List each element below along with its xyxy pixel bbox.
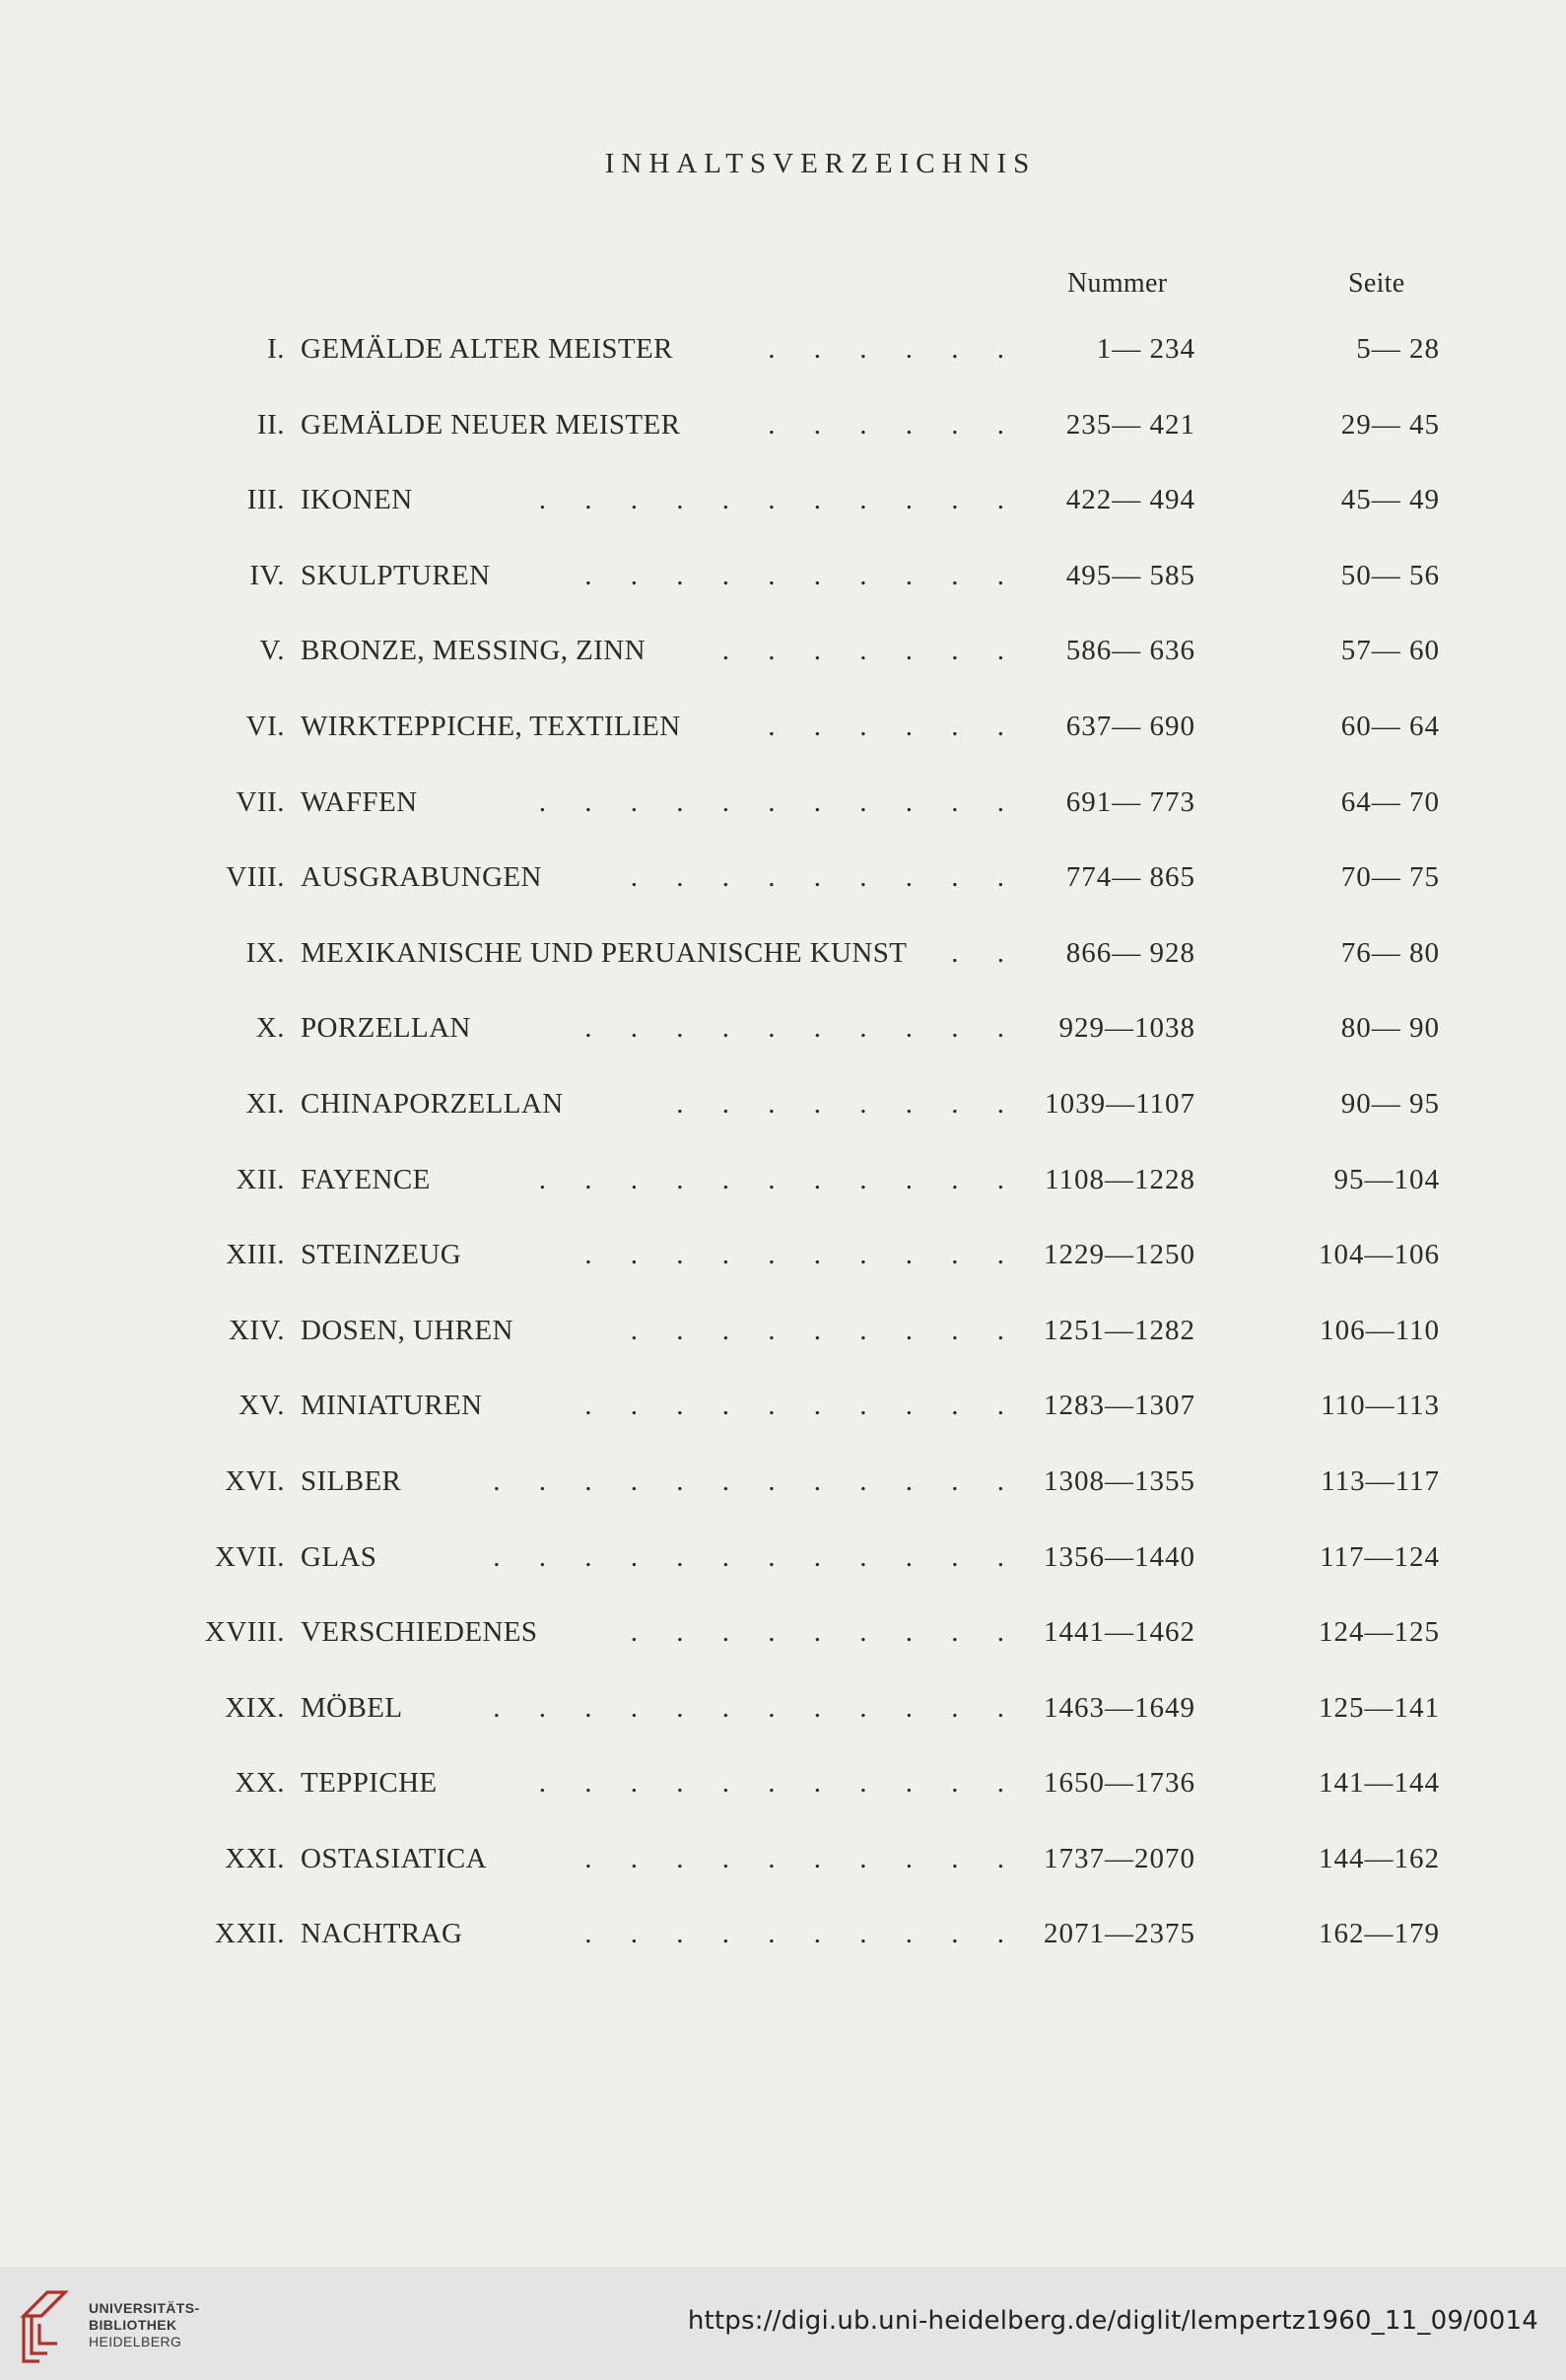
toc-entry-label: STEINZEUG xyxy=(301,1239,462,1271)
footer-bar xyxy=(0,2267,1566,2380)
toc-entry-roman: III. xyxy=(246,484,285,516)
toc-entry-page-range: 141—144 xyxy=(1319,1767,1440,1800)
toc-entry xyxy=(0,711,1566,786)
toc-entry-label: NACHTRAG xyxy=(301,1918,463,1950)
toc-entry xyxy=(0,937,1566,1013)
toc-entry-number-range: 235— 421 xyxy=(1065,408,1195,441)
toc-entry-leader-dots: . . . . . . . . . . . . xyxy=(493,1464,1020,1497)
toc-entry-label: MÖBEL xyxy=(301,1691,403,1724)
toc-entry-page-range: 106—110 xyxy=(1320,1314,1440,1346)
toc-entry-label: GLAS xyxy=(301,1540,377,1573)
toc-entry-roman: X. xyxy=(255,1012,285,1045)
toc-entry-label: TEPPICHE xyxy=(301,1767,438,1800)
toc-entry-label: MINIATUREN xyxy=(301,1390,483,1422)
toc-entry-leader-dots: . . . . . . . . . . xyxy=(584,1012,1020,1045)
toc-entry-number-range: 1039—1107 xyxy=(1045,1087,1195,1120)
toc-entry-number-range: 1737—2070 xyxy=(1044,1842,1195,1874)
toc-entry-roman: XVI. xyxy=(225,1464,285,1497)
library-logo-icon xyxy=(18,2282,73,2365)
toc-entry-roman: IX. xyxy=(245,936,285,969)
toc-entry-leader-dots: . . . . . . . . . . xyxy=(584,1390,1020,1422)
toc-entry-number-range: 1308—1355 xyxy=(1044,1464,1195,1497)
toc-entry-leader-dots: . . . . . . xyxy=(768,333,1020,365)
toc-entry-page-range: 104—106 xyxy=(1319,1239,1440,1271)
toc-entry-number-range: 1356—1440 xyxy=(1044,1540,1195,1573)
toc-entry xyxy=(0,786,1566,862)
toc-entry-page-range: 5— 28 xyxy=(1356,333,1440,365)
toc-entry-leader-dots: . . . . . . xyxy=(768,710,1020,742)
toc-entry-number-range: 1441—1462 xyxy=(1044,1616,1195,1649)
toc-entry-label: VERSCHIEDENES xyxy=(301,1616,538,1649)
toc-entry-page-range: 162—179 xyxy=(1319,1918,1440,1950)
toc-entry xyxy=(0,560,1566,636)
toc-entry-label: SKULPTUREN xyxy=(301,559,491,591)
toc-entry-label: WIRKTEPPICHE, TEXTILIEN xyxy=(301,710,681,742)
source-url-link[interactable]: https://digi.ub.uni-heidelberg.de/diglit/lempertz1960_11_09/0014 xyxy=(687,2306,1538,2336)
toc-entry-leader-dots: . . xyxy=(951,936,1020,969)
toc-entry xyxy=(0,409,1566,485)
toc-entry xyxy=(0,1767,1566,1843)
toc-entry xyxy=(0,1616,1566,1692)
toc-entry-roman: XX. xyxy=(235,1767,285,1800)
toc-entry-page-range: 76— 80 xyxy=(1340,936,1440,969)
library-name-line-2: BIBLIOTHEK xyxy=(89,2317,177,2333)
toc-entry-label: CHINAPORZELLAN xyxy=(301,1087,564,1120)
toc-entry-page-range: 95—104 xyxy=(1333,1163,1440,1195)
toc-entry xyxy=(0,1465,1566,1541)
toc-entry-roman: XII. xyxy=(236,1163,285,1195)
toc-entry-roman: XV. xyxy=(238,1390,285,1422)
column-header-page: Seite xyxy=(1348,268,1405,299)
toc-entry-roman: XIV. xyxy=(228,1314,285,1346)
toc-entry-number-range: 422— 494 xyxy=(1065,484,1195,516)
toc-entry-label: IKONEN xyxy=(301,484,413,516)
toc-entry-roman: IV. xyxy=(249,559,285,591)
toc-entry-roman: VII. xyxy=(236,785,285,818)
toc-entry xyxy=(0,484,1566,560)
toc-entry xyxy=(0,1315,1566,1391)
toc-entry xyxy=(0,1239,1566,1315)
toc-list xyxy=(0,333,1566,1994)
toc-entry-roman: XIX. xyxy=(225,1691,285,1724)
toc-entry-roman: XXII. xyxy=(215,1918,285,1950)
toc-entry-number-range: 1108—1228 xyxy=(1045,1163,1195,1195)
toc-entry-leader-dots: . . . . . . . . xyxy=(676,1087,1020,1120)
toc-entry-number-range: 495— 585 xyxy=(1065,559,1195,591)
toc-entry-roman: I. xyxy=(267,333,285,365)
toc-entry-number-range: 1229—1250 xyxy=(1044,1239,1195,1271)
toc-entry-roman: XIII. xyxy=(226,1239,285,1271)
toc-entry-page-range: 45— 49 xyxy=(1340,484,1440,516)
toc-entry xyxy=(0,861,1566,937)
toc-entry-label: MEXIKANISCHE UND PERUANISCHE KUNST xyxy=(301,936,908,969)
toc-entry-leader-dots: . . . . . . . . . . xyxy=(584,1239,1020,1271)
library-name-line-1: UNIVERSITÄTS- xyxy=(89,2300,200,2316)
toc-entry-label: WAFFEN xyxy=(301,785,418,818)
toc-entry-leader-dots: . . . . . . . . . . . . xyxy=(493,1540,1020,1573)
toc-entry xyxy=(0,1918,1566,1994)
toc-entry-number-range: 2071—2375 xyxy=(1044,1918,1195,1950)
toc-entry-leader-dots: . . . . . . . . . . . xyxy=(538,1163,1020,1195)
toc-entry xyxy=(0,1012,1566,1088)
toc-entry xyxy=(0,1390,1566,1465)
toc-entry-page-range: 64— 70 xyxy=(1340,785,1440,818)
toc-entry-number-range: 774— 865 xyxy=(1065,861,1195,894)
toc-entry-label: DOSEN, UHREN xyxy=(301,1314,513,1346)
toc-entry-number-range: 586— 636 xyxy=(1065,635,1195,667)
toc-entry xyxy=(0,1164,1566,1240)
toc-entry-number-range: 929—1038 xyxy=(1058,1012,1195,1045)
page-title: INHALTSVERZEICHNIS xyxy=(604,148,1037,179)
toc-entry xyxy=(0,635,1566,711)
toc-entry-page-range: 57— 60 xyxy=(1340,635,1440,667)
toc-entry-leader-dots: . . . . . . . . . . . xyxy=(538,785,1020,818)
toc-entry xyxy=(0,1843,1566,1919)
toc-entry-label: OSTASIATICA xyxy=(301,1842,487,1874)
toc-entry-page-range: 124—125 xyxy=(1319,1616,1440,1649)
toc-entry-page-range: 70— 75 xyxy=(1340,861,1440,894)
toc-entry xyxy=(0,1541,1566,1617)
toc-entry-page-range: 117—124 xyxy=(1320,1540,1440,1573)
toc-entry xyxy=(0,1692,1566,1768)
toc-entry-label: GEMÄLDE NEUER MEISTER xyxy=(301,408,681,441)
toc-entry-label: AUSGRABUNGEN xyxy=(301,861,542,894)
toc-entry-leader-dots: . . . . . . . . . . . xyxy=(538,484,1020,516)
toc-entry-leader-dots: . . . . . . . . . xyxy=(630,1314,1020,1346)
toc-entry-leader-dots: . . . . . . . . . . . . xyxy=(493,1691,1020,1724)
toc-entry-leader-dots: . . . . . . . xyxy=(721,635,1020,667)
toc-entry-leader-dots: . . . . . . xyxy=(768,408,1020,441)
toc-entry-label: SILBER xyxy=(301,1464,402,1497)
library-name-line-3: HEIDELBERG xyxy=(89,2334,182,2349)
toc-entry-label: BRONZE, MESSING, ZINN xyxy=(301,635,646,667)
toc-entry-page-range: 60— 64 xyxy=(1340,710,1440,742)
toc-entry-roman: VIII. xyxy=(226,861,285,894)
toc-entry-roman: XXI. xyxy=(225,1842,285,1874)
toc-entry-roman: V. xyxy=(259,635,285,667)
toc-entry-page-range: 50— 56 xyxy=(1340,559,1440,591)
library-name xyxy=(89,2300,200,2350)
toc-entry-leader-dots: . . . . . . . . . . . xyxy=(538,1767,1020,1800)
toc-entry-leader-dots: . . . . . . . . . . xyxy=(584,559,1020,591)
toc-entry-leader-dots: . . . . . . . . . . xyxy=(584,1918,1020,1950)
toc-entry-roman: VI. xyxy=(245,710,285,742)
toc-entry-roman: XVII. xyxy=(215,1540,285,1573)
toc-entry-page-range: 110—113 xyxy=(1321,1390,1440,1422)
toc-entry-number-range: 1650—1736 xyxy=(1044,1767,1195,1800)
toc-entry-page-range: 125—141 xyxy=(1319,1691,1440,1724)
toc-entry-leader-dots: . . . . . . . . . . xyxy=(584,1842,1020,1874)
toc-entry-number-range: 691— 773 xyxy=(1065,785,1195,818)
toc-entry-number-range: 866— 928 xyxy=(1065,936,1195,969)
toc-entry-number-range: 1251—1282 xyxy=(1044,1314,1195,1346)
toc-entry-label: GEMÄLDE ALTER MEISTER xyxy=(301,333,673,365)
toc-entry-roman: II. xyxy=(256,408,285,441)
toc-entry xyxy=(0,1088,1566,1164)
toc-entry-number-range: 1283—1307 xyxy=(1044,1390,1195,1422)
toc-entry-number-range: 637— 690 xyxy=(1065,710,1195,742)
toc-entry-page-range: 113—117 xyxy=(1321,1464,1440,1497)
toc-entry-page-range: 29— 45 xyxy=(1340,408,1440,441)
toc-entry-label: PORZELLAN xyxy=(301,1012,471,1045)
toc-entry-leader-dots: . . . . . . . . . xyxy=(630,1616,1020,1649)
toc-entry-leader-dots: . . . . . . . . . xyxy=(630,861,1020,894)
column-header-number: Nummer xyxy=(1067,268,1168,299)
toc-entry-roman: XVIII. xyxy=(204,1616,285,1649)
toc-entry-number-range: 1463—1649 xyxy=(1044,1691,1195,1724)
toc-entry-number-range: 1— 234 xyxy=(1096,333,1195,365)
toc-entry-page-range: 90— 95 xyxy=(1340,1087,1440,1120)
toc-entry-label: FAYENCE xyxy=(301,1163,431,1195)
toc-entry-page-range: 144—162 xyxy=(1319,1842,1440,1874)
toc-entry-page-range: 80— 90 xyxy=(1340,1012,1440,1045)
toc-entry-roman: XI. xyxy=(245,1087,285,1120)
toc-entry xyxy=(0,333,1566,409)
